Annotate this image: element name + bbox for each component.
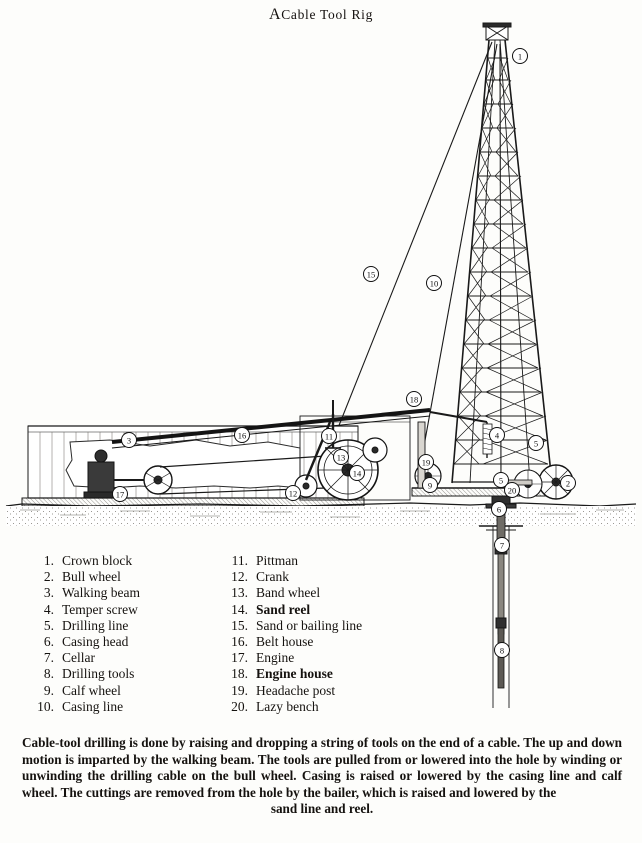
callout-label: 4 bbox=[494, 430, 500, 441]
legend-item-label: Pittman bbox=[256, 553, 299, 568]
callout-label: 8 bbox=[499, 645, 505, 656]
legend-item-number: 5. bbox=[43, 617, 54, 633]
callout-label: 18 bbox=[409, 394, 419, 405]
callout-label: 17 bbox=[115, 489, 125, 500]
callout-label: 16 bbox=[237, 430, 247, 441]
derrick-frame bbox=[452, 40, 552, 486]
callout-1 bbox=[513, 49, 528, 64]
legend-item-number: 7. bbox=[43, 650, 54, 666]
legend-item bbox=[28, 618, 140, 634]
legend-item bbox=[28, 602, 140, 618]
callout-19 bbox=[419, 455, 434, 470]
legend-item-number: 13. bbox=[231, 585, 248, 601]
legend-item-label: Belt house bbox=[256, 633, 314, 649]
callout-17 bbox=[113, 487, 128, 502]
callout-label: 20 bbox=[507, 485, 517, 496]
callout-label: 2 bbox=[565, 478, 571, 489]
legend-item bbox=[222, 650, 362, 666]
callout-4 bbox=[490, 428, 505, 443]
caption-line-3: pulled from or lowered into the hole by winding or unwinding the drilling cable on bbox=[22, 751, 623, 784]
drilling-line bbox=[498, 44, 504, 488]
callout-11 bbox=[322, 429, 337, 444]
page-title-rest: Cable Tool Rig bbox=[281, 7, 374, 22]
sand-line bbox=[330, 42, 492, 448]
callout-label: 1 bbox=[517, 51, 523, 62]
callout-5 bbox=[529, 436, 544, 451]
caption-line-6: sand line and reel. bbox=[270, 801, 374, 817]
legend-item-label: Crank bbox=[256, 569, 289, 585]
legend-item-label: Crown block bbox=[62, 553, 133, 568]
legend-item-number: 17. bbox=[231, 650, 248, 666]
legend-item-label: Sand reel bbox=[256, 601, 311, 617]
legend-item-number: 12. bbox=[231, 569, 248, 585]
legend bbox=[0, 553, 642, 718]
callout-9 bbox=[423, 478, 438, 493]
legend-item-label: Headache post bbox=[256, 682, 336, 698]
legend-item bbox=[222, 585, 362, 601]
caption-line-4: the bull wheel. Casing is raised or lowered by the casing line and calf wheel. The bbox=[22, 768, 623, 800]
legend-item-number: 3. bbox=[43, 585, 54, 601]
legend-item-label: Cellar bbox=[62, 650, 95, 666]
legend-item-number: 20. bbox=[231, 698, 248, 714]
callout-label: 6 bbox=[496, 504, 502, 515]
legend-item-label: Drilling line bbox=[62, 617, 129, 633]
page-title-lead: A bbox=[268, 6, 282, 23]
legend-item-label: Casing line bbox=[62, 698, 124, 714]
callout-label: 14 bbox=[352, 468, 362, 479]
caption-line-2: cable. The up and down motion is imparted by the walking beam. The tools are bbox=[22, 735, 623, 767]
legend-item-label: Casing head bbox=[62, 633, 129, 649]
legend-item bbox=[28, 666, 140, 682]
legend-item-number: 9. bbox=[43, 682, 54, 698]
legend-item-label: Engine house bbox=[256, 666, 333, 682]
legend-item bbox=[28, 650, 140, 666]
callout-label: 5 bbox=[498, 475, 504, 486]
callout-label: 10 bbox=[429, 278, 439, 289]
legend-item bbox=[28, 634, 140, 650]
callout-12 bbox=[286, 486, 301, 501]
legend-item-number: 15. bbox=[231, 617, 248, 633]
callout-label: 13 bbox=[336, 452, 346, 463]
crown-block bbox=[483, 23, 511, 40]
legend-item bbox=[28, 683, 140, 699]
legend-item bbox=[222, 634, 362, 650]
legend-item-number: 1. bbox=[43, 553, 54, 568]
callout-label: 3 bbox=[126, 435, 132, 446]
callout-15 bbox=[364, 267, 379, 282]
callout-label: 9 bbox=[427, 480, 433, 491]
callout-13 bbox=[334, 450, 349, 465]
ground bbox=[6, 503, 636, 526]
callout-label: 7 bbox=[499, 540, 505, 551]
legend-item bbox=[222, 553, 362, 569]
legend-item-number: 8. bbox=[43, 666, 54, 682]
callout-label: 5 bbox=[533, 438, 539, 449]
callout-label: 15 bbox=[366, 269, 376, 280]
legend-item bbox=[222, 569, 362, 585]
legend-item bbox=[28, 569, 140, 585]
callout-18 bbox=[407, 392, 422, 407]
legend-item bbox=[222, 602, 362, 618]
legend-column-right bbox=[222, 553, 362, 715]
legend-item-number: 4. bbox=[43, 601, 54, 617]
callout-6 bbox=[492, 502, 507, 517]
legend-item-number: 18. bbox=[231, 666, 248, 682]
legend-item-label: Drilling tools bbox=[62, 666, 135, 682]
legend-column-left bbox=[28, 553, 140, 715]
legend-item-number: 14. bbox=[231, 601, 248, 617]
legend-item bbox=[222, 666, 362, 682]
figure-caption bbox=[22, 735, 622, 818]
legend-item-number: 2. bbox=[43, 569, 54, 585]
callout-20 bbox=[505, 483, 520, 498]
callout-label: 19 bbox=[421, 457, 431, 468]
legend-item bbox=[28, 585, 140, 601]
callout-10 bbox=[427, 276, 442, 291]
caption-line-1: Cable-tool drilling is done by raising and dropping a string of tools on the end of a bbox=[22, 735, 485, 750]
legend-item bbox=[222, 699, 362, 715]
callout-label: 12 bbox=[288, 488, 298, 499]
legend-item-label: Bull wheel bbox=[62, 569, 121, 585]
legend-item-label: Temper screw bbox=[62, 601, 138, 617]
legend-item bbox=[222, 618, 362, 634]
legend-item bbox=[222, 683, 362, 699]
legend-item-label: Walking beam bbox=[62, 585, 141, 601]
legend-item-number: 16. bbox=[231, 633, 248, 649]
callout-7 bbox=[495, 538, 510, 553]
legend-item-label: Engine bbox=[256, 650, 295, 666]
callout-2 bbox=[561, 476, 576, 491]
legend-item-number: 19. bbox=[231, 682, 248, 698]
legend-item-label: Lazy bench bbox=[256, 698, 319, 714]
legend-item-label: Calf wheel bbox=[62, 682, 121, 698]
legend-item-label: Sand or bailing line bbox=[256, 617, 363, 633]
legend-item-number: 10. bbox=[37, 698, 54, 714]
legend-item-label: Band wheel bbox=[256, 585, 321, 601]
legend-item bbox=[28, 553, 140, 569]
callout-3 bbox=[122, 433, 137, 448]
callout-14 bbox=[350, 466, 365, 481]
callout-16 bbox=[235, 428, 250, 443]
callout-label: 11 bbox=[324, 431, 334, 442]
legend-item bbox=[28, 699, 140, 715]
legend-item-number: 6. bbox=[43, 633, 54, 649]
legend-item-number: 11. bbox=[231, 553, 248, 568]
caption-line-5: cuttings are removed from the hole by the bailer, which is raised and lowered by the bbox=[85, 784, 557, 800]
